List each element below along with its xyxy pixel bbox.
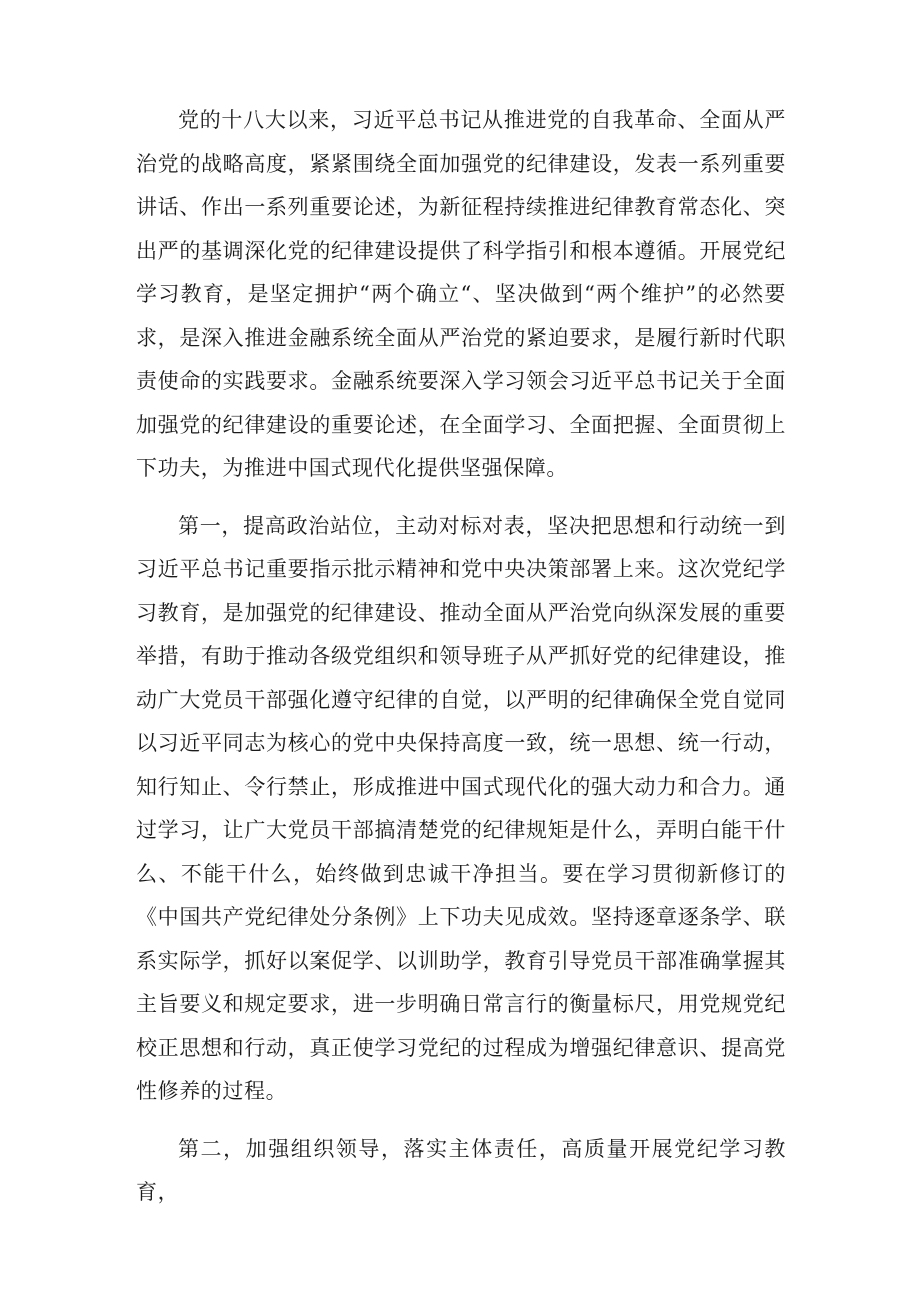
document-body	[136, 99, 786, 1215]
paragraph-first-point: 第一，提高政治站位，主动对标对表，坚决把思想和行动统一到习近平总书记重要指示批示精神和党中央决策部署上来。这次党纪学习教育，是加强党的纪律建设、推动全面从严治党向纵深发展的重要举措，有助于推动各级党组织和领导班子从严抓好党的纪律建设，推动广大党员干部强化遵守纪律的自觉，以严明的纪律确保全党自觉同以习近平同志为核心的党中央保持高度一致，统一思想、统一行动，知行知止、令行禁止，形成推进中国式现代化的强大动力和合力。通过学习，让广大党员干部搞清楚党的纪律规矩是什么，弄明白能干什么、不能干什么，始终做到忠诚干净担当。要在学习贯彻新修订的《中国共产党纪律处分条例》上下功夫见成效。坚持逐章逐条学、联系实际学，抓好以案促学、以训助学，教育引导党员干部准确掌握其主旨要义和规定要求，进一步明确日常言行的衡量标尺，用党规党纪校正思想和行动，真正使学习党纪的过程成为增强纪律意识、提高党性修养的过程。	[136, 513, 786, 1103]
paragraph-second-point: 第二，加强组织领导，落实主体责任，高质量开展党纪学习教育，	[136, 1136, 786, 1204]
paragraph-intro: 党的十八大以来，习近平总书记从推进党的自我革命、全面从严治党的战略高度，紧紧围绕全面加强党的纪律建设，发表一系列重要讲话、作出一系列重要论述，为新征程持续推进纪律教育常态化、突出严的基调深化党的纪律建设提供了科学指引和根本遵循。开展党纪学习教育，是坚定拥护“两个确立“、坚决做到“两个维护”的必然要求，是深入推进金融系统全面从严治党的紧迫要求，是履行新时代职责使命的实践要求。金融系统要深入学习领会习近平总书记关于全面加强党的纪律建设的重要论述，在全面学习、全面把握、全面贯彻上下功夫，为推进中国式现代化提供坚强保障。	[136, 108, 786, 480]
